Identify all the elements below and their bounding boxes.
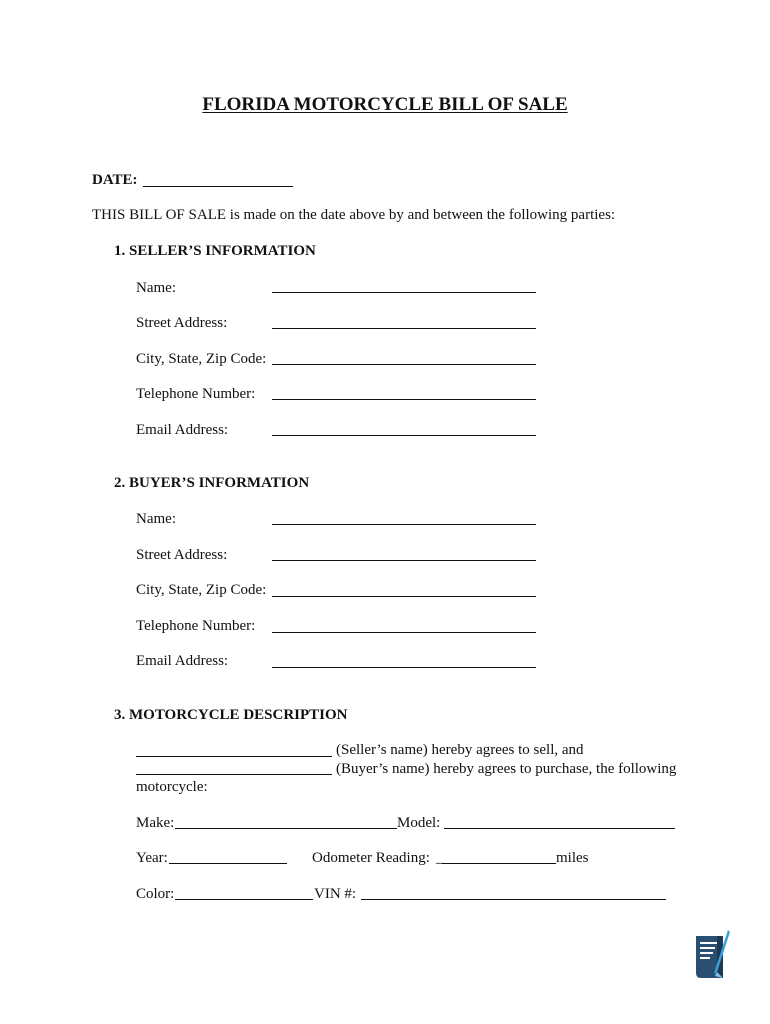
vin-label: VIN #: (314, 886, 357, 902)
buyer-phone-label: Telephone Number: (136, 618, 256, 634)
seller-city-label: City, State, Zip Code: (136, 351, 267, 367)
odometer-label: Odometer Reading: (312, 850, 430, 866)
buyer-city-label: City, State, Zip Code: (136, 582, 267, 598)
seller-email-label: Email Address: (136, 422, 229, 438)
model-label: Model: (397, 815, 441, 831)
motorcycle-heading: 3. MOTORCYCLE DESCRIPTION (114, 707, 348, 723)
seller-heading: 1. SELLER’S INFORMATION (114, 243, 316, 259)
seller-street-field[interactable] (272, 328, 536, 329)
document-logo-icon (693, 928, 731, 980)
miles-label: miles (556, 850, 589, 866)
make-label: Make: (136, 815, 175, 831)
seller-phone-field[interactable] (272, 399, 536, 400)
seller-name-agreement-field[interactable] (136, 756, 332, 757)
seller-phone-label: Telephone Number: (136, 386, 256, 402)
seller-street-label: Street Address: (136, 315, 228, 331)
odometer-field[interactable] (442, 863, 556, 864)
buyer-email-label: Email Address: (136, 653, 229, 669)
color-field[interactable] (175, 899, 313, 900)
seller-name-label: Name: (136, 280, 176, 296)
date-field[interactable] (143, 186, 293, 187)
buyer-city-field[interactable] (272, 596, 536, 597)
date-label: DATE: (92, 172, 138, 188)
buyer-agreement-text: (Buyer’s name) hereby agrees to purchase, the following (336, 761, 677, 777)
seller-agreement-text: (Seller’s name) hereby agrees to sell, and (336, 742, 584, 758)
buyer-street-field[interactable] (272, 560, 536, 561)
seller-name-field[interactable] (272, 292, 536, 293)
year-field[interactable] (169, 863, 287, 864)
document-title: FLORIDA MOTORCYCLE BILL OF SALE (202, 94, 568, 115)
color-label: Color: (136, 886, 175, 902)
buyer-street-label: Street Address: (136, 547, 228, 563)
seller-email-field[interactable] (272, 435, 536, 436)
buyer-email-field[interactable] (272, 667, 536, 668)
buyer-name-label: Name: (136, 511, 176, 527)
odometer-prefix: _ (436, 850, 444, 866)
buyer-heading: 2. BUYER’S INFORMATION (114, 475, 310, 491)
seller-city-field[interactable] (272, 364, 536, 365)
buyer-name-field[interactable] (272, 524, 536, 525)
model-field[interactable] (444, 828, 675, 829)
buyer-phone-field[interactable] (272, 632, 536, 633)
year-label: Year: (136, 850, 168, 866)
vin-field[interactable] (361, 899, 666, 900)
buyer-name-agreement-field[interactable] (136, 774, 332, 775)
intro-text: THIS BILL OF SALE is made on the date above by and between the following parties: (92, 207, 616, 223)
motorcycle-label: motorcycle: (136, 779, 208, 795)
make-field[interactable] (175, 828, 397, 829)
